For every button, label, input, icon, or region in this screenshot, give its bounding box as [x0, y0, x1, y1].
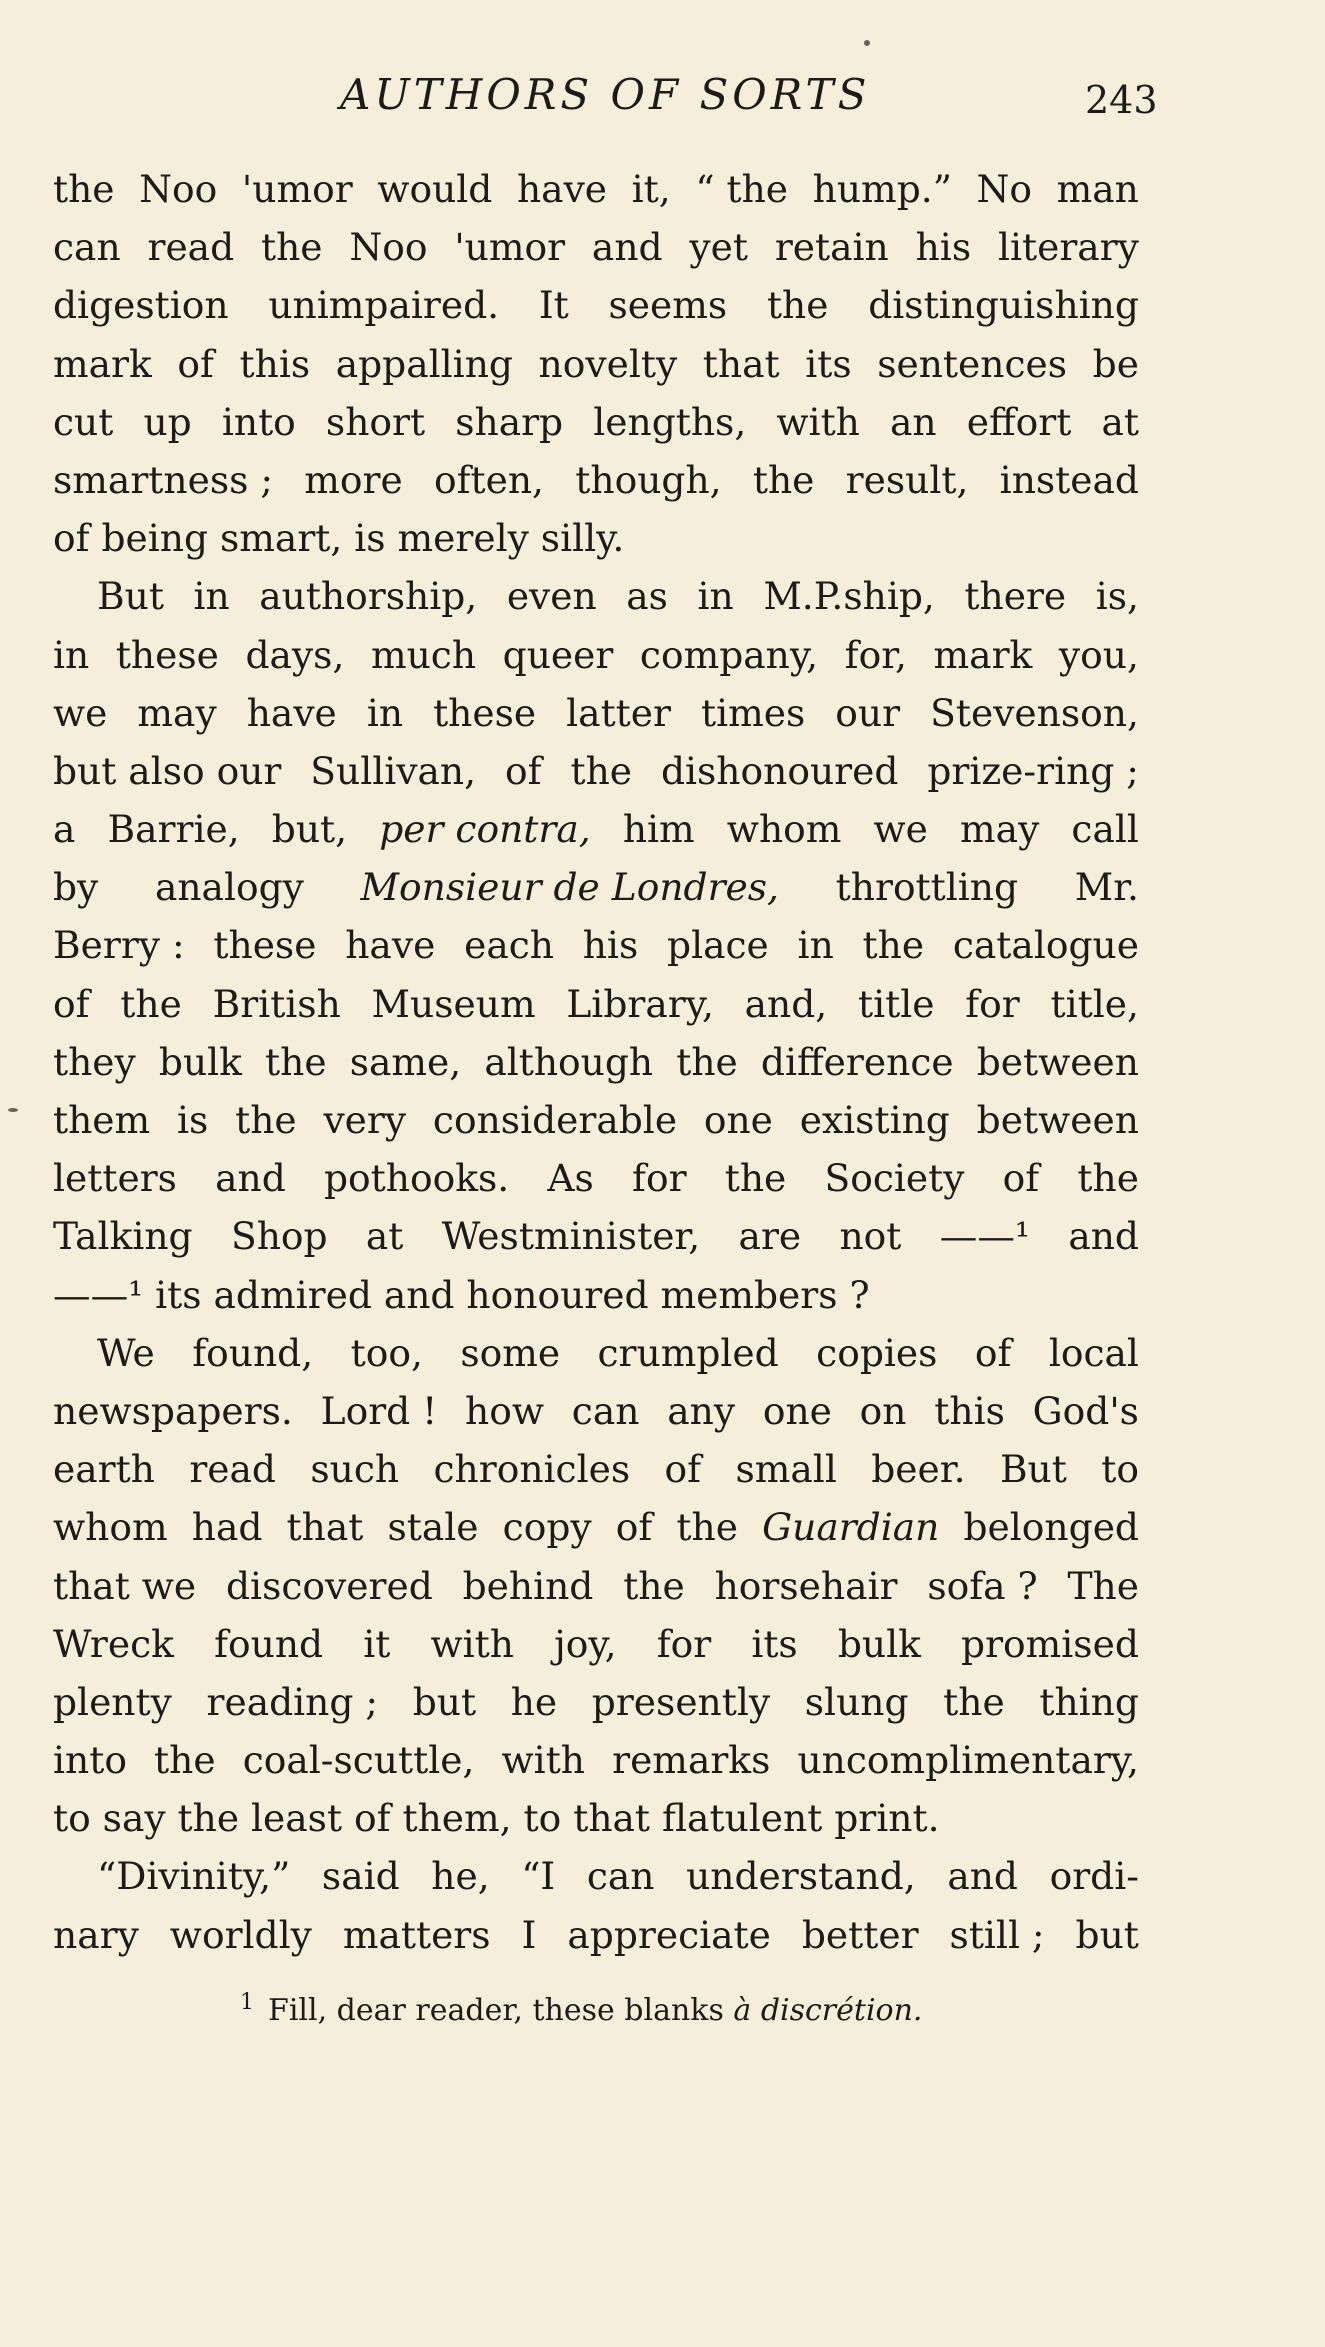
word: that	[702, 341, 780, 386]
word: Lord !	[320, 1388, 438, 1433]
text-line	[53, 1847, 1139, 1905]
word: Westminister,	[441, 1214, 701, 1259]
word: considerable	[432, 1098, 678, 1142]
word: the	[154, 1738, 216, 1783]
word: but also our	[53, 748, 282, 793]
word: his	[582, 923, 639, 968]
word: not	[839, 1214, 902, 1259]
word: digestion	[53, 283, 229, 328]
word: pothooks.	[324, 1156, 510, 1201]
word: discovered	[226, 1563, 433, 1608]
word: retain	[774, 225, 889, 270]
word: can	[571, 1388, 640, 1433]
text-line	[53, 1557, 1139, 1615]
word: have	[345, 923, 436, 968]
word: but	[412, 1679, 477, 1724]
word: Museum	[371, 981, 536, 1026]
word: these	[115, 632, 219, 677]
word: British	[212, 981, 341, 1026]
text-line	[53, 626, 1139, 684]
text-line	[53, 1440, 1139, 1498]
italic-word: per contra,	[379, 807, 591, 852]
word: that we	[53, 1563, 197, 1608]
word: sharp	[455, 399, 564, 444]
word: effort	[966, 399, 1072, 444]
word: be	[1092, 341, 1139, 386]
word: up	[143, 399, 192, 444]
word: between	[976, 1098, 1139, 1142]
word: appalling	[335, 341, 513, 386]
word: reading ;	[206, 1679, 379, 1724]
word: in	[193, 574, 230, 619]
word: for,	[844, 632, 907, 677]
word: newspapers.	[53, 1388, 293, 1433]
word: this	[239, 341, 311, 386]
word: it,	[631, 167, 671, 211]
word: the	[53, 167, 115, 211]
word: the	[752, 457, 815, 502]
word: call	[1071, 807, 1139, 852]
word: and	[947, 1854, 1018, 1899]
word: in	[53, 632, 90, 677]
word: difference	[760, 1039, 954, 1084]
word: though,	[575, 457, 722, 502]
word: even	[506, 574, 597, 619]
word: is,	[1095, 574, 1139, 619]
word: existing	[799, 1098, 950, 1142]
word: too,	[350, 1330, 423, 1375]
word: of	[615, 1505, 653, 1550]
word: and	[591, 225, 663, 270]
word: one	[703, 1098, 773, 1142]
word: beer.	[871, 1447, 966, 1492]
word: catalogue	[952, 923, 1139, 968]
word: still ;	[949, 1912, 1045, 1957]
word: as	[626, 574, 668, 619]
word: the	[260, 225, 323, 270]
word: he	[510, 1679, 558, 1724]
word: of being smart, is merely silly.	[53, 516, 625, 561]
word: much	[370, 632, 477, 677]
word: Berry :	[53, 923, 185, 968]
text-line	[53, 742, 1139, 800]
word: read	[147, 225, 235, 270]
word: slung	[804, 1679, 909, 1724]
text-line	[53, 218, 1139, 276]
word: But	[999, 1447, 1067, 1492]
word: the	[235, 1098, 297, 1142]
word: and	[1068, 1214, 1139, 1259]
word: we	[873, 807, 928, 852]
word: Mr.	[1074, 865, 1139, 910]
word: on	[859, 1388, 907, 1433]
word: have	[246, 690, 337, 735]
text-line	[53, 509, 1139, 567]
word: local	[1048, 1330, 1139, 1375]
word: God's	[1032, 1388, 1139, 1433]
word: of	[505, 748, 542, 793]
word: Talking	[53, 1214, 193, 1259]
word: result,	[845, 457, 969, 502]
word: although	[484, 1039, 654, 1084]
word: our	[835, 690, 901, 735]
word: its	[805, 341, 852, 386]
word: in	[366, 690, 404, 735]
word: you,	[1058, 632, 1139, 677]
word: is	[176, 1098, 209, 1142]
text-line	[53, 1615, 1139, 1673]
word: whom	[53, 1505, 168, 1550]
word: lengths,	[593, 399, 747, 444]
word: hump.”	[812, 167, 952, 211]
word: thing	[1039, 1679, 1139, 1724]
word: of	[974, 1330, 1012, 1375]
word: throttling	[835, 865, 1019, 910]
word: he,	[431, 1854, 490, 1899]
word: bulk	[158, 1039, 242, 1084]
italic-word: Monsieur de Londres,	[360, 865, 780, 910]
word: copies	[816, 1330, 938, 1375]
word: we	[53, 690, 108, 735]
body-text	[53, 160, 1139, 1964]
footnote-text: Fill, dear reader, these blanks	[268, 1993, 734, 2028]
word: seems	[608, 283, 728, 328]
text-line	[53, 858, 1139, 916]
word: a	[53, 807, 76, 852]
word: for	[656, 1621, 712, 1666]
word: one	[762, 1388, 832, 1433]
word: the	[676, 1039, 738, 1084]
word: in	[797, 923, 834, 968]
word: Wreck	[53, 1621, 174, 1666]
word: small	[735, 1447, 837, 1492]
word: 'umor	[241, 167, 353, 211]
text-line	[53, 1207, 1139, 1265]
text-line	[53, 393, 1139, 451]
word: better	[801, 1912, 919, 1957]
word: queer	[502, 632, 614, 677]
text-line	[53, 1382, 1139, 1440]
word: of	[53, 981, 90, 1026]
word: matters	[342, 1912, 491, 1957]
word: bulk	[837, 1621, 921, 1666]
word: stale	[387, 1505, 479, 1550]
word: these	[433, 690, 537, 735]
word: into	[53, 1738, 127, 1783]
word: uncomplimentary,	[797, 1738, 1139, 1783]
word: dishonoured	[660, 748, 899, 793]
word: 'umor	[454, 225, 566, 270]
word: there	[964, 574, 1067, 619]
word: Noo	[349, 225, 428, 270]
word: Noo	[139, 167, 218, 211]
word: As	[547, 1156, 594, 1201]
word: and	[215, 1156, 286, 1201]
word: the	[623, 1563, 685, 1608]
italic-word: Guardian	[762, 1505, 940, 1550]
word: with	[430, 1621, 514, 1666]
word: short	[325, 399, 426, 444]
word: found	[214, 1621, 324, 1666]
word: in	[697, 574, 734, 619]
word: to say the least of them, to that flatulent print.	[53, 1796, 940, 1841]
word: man	[1056, 167, 1139, 211]
word: horsehair	[714, 1563, 898, 1608]
word: Shop	[230, 1214, 328, 1259]
word: the	[862, 923, 925, 968]
word: into	[221, 399, 296, 444]
word: It	[538, 283, 569, 328]
word: that	[286, 1505, 364, 1550]
text-line	[53, 451, 1139, 509]
word: ——¹ its admired and honoured members ?	[53, 1272, 870, 1317]
word: between	[976, 1039, 1139, 1084]
word: some	[460, 1330, 561, 1375]
word: the	[766, 283, 829, 328]
word: instead	[999, 457, 1139, 502]
word: novelty	[538, 341, 678, 386]
word: the	[1077, 1156, 1139, 1201]
word: for	[632, 1156, 687, 1201]
word: title,	[1050, 981, 1139, 1026]
word: may	[137, 690, 217, 735]
word: are	[738, 1214, 802, 1259]
word: sofa ?	[927, 1563, 1038, 1608]
word: ——¹	[939, 1214, 1030, 1259]
text-line	[53, 1266, 1139, 1324]
word: and,	[744, 981, 828, 1026]
text-line	[53, 276, 1139, 334]
word: copy	[502, 1505, 592, 1550]
word: often,	[433, 457, 545, 502]
word: times	[701, 690, 806, 735]
running-title: AUTHORS OF SORTS	[340, 70, 871, 119]
text-line	[53, 1149, 1139, 1207]
word: ordi-	[1049, 1854, 1139, 1899]
text-line	[53, 684, 1139, 742]
word: can	[586, 1854, 655, 1899]
word: “ the	[695, 167, 789, 211]
word: how	[465, 1388, 545, 1433]
word: joy,	[554, 1621, 617, 1666]
word: literary	[997, 225, 1139, 270]
word: But	[97, 574, 164, 619]
word: any	[667, 1388, 736, 1433]
text-line	[53, 1498, 1139, 1556]
text-line	[53, 1731, 1139, 1789]
word: chronicles	[433, 1447, 631, 1492]
word: whom	[726, 807, 842, 852]
word: Stevenson,	[930, 690, 1139, 735]
word: very	[323, 1098, 407, 1142]
word: worldly	[169, 1912, 312, 1957]
word: title	[858, 981, 935, 1026]
word: analogy	[154, 865, 304, 910]
word: coal-scuttle,	[242, 1738, 475, 1783]
word: with	[776, 399, 860, 444]
word: an	[890, 399, 937, 444]
word: his	[915, 225, 972, 270]
word: days,	[245, 632, 345, 677]
word: would	[377, 167, 493, 211]
word: can	[53, 225, 121, 270]
word: him	[622, 807, 695, 852]
word: it	[363, 1621, 391, 1666]
text-line	[53, 1033, 1139, 1091]
word: said	[321, 1854, 400, 1899]
word: to	[1101, 1447, 1139, 1492]
text-line	[53, 1906, 1139, 1964]
word: distinguishing	[868, 283, 1139, 328]
word: these	[213, 923, 317, 968]
word: behind	[462, 1563, 594, 1608]
word: Sullivan,	[310, 748, 477, 793]
word: “Divinity,”	[97, 1854, 291, 1899]
word: letters	[53, 1156, 177, 1201]
text-line	[53, 1789, 1139, 1847]
page-number: 243	[1085, 78, 1158, 122]
word: presently	[591, 1679, 771, 1724]
word: understand,	[686, 1854, 916, 1899]
word: them	[53, 1098, 151, 1142]
word: I	[521, 1912, 537, 1957]
word: with	[501, 1738, 586, 1783]
word: unimpaired.	[268, 283, 500, 328]
word: may	[960, 807, 1040, 852]
word: but,	[271, 807, 348, 852]
word: of	[1002, 1156, 1040, 1201]
word: the	[120, 981, 182, 1026]
word: found,	[192, 1330, 314, 1375]
word: had	[191, 1505, 263, 1550]
text-line	[53, 1091, 1139, 1149]
word: belonged	[963, 1505, 1139, 1550]
word: No	[976, 167, 1033, 211]
word: mark	[933, 632, 1033, 677]
word: same,	[349, 1039, 462, 1084]
word: Barrie,	[107, 807, 240, 852]
word: promised	[961, 1621, 1139, 1666]
text-line	[53, 916, 1139, 974]
word: this	[934, 1388, 1005, 1433]
word: plenty	[53, 1679, 172, 1724]
word: We	[97, 1330, 155, 1375]
word: each	[464, 923, 554, 968]
word: place	[667, 923, 769, 968]
word: at	[1101, 399, 1139, 444]
word: read	[189, 1447, 276, 1492]
word: authorship,	[259, 574, 478, 619]
word: crumpled	[597, 1330, 779, 1375]
word: the	[676, 1505, 738, 1550]
text-line	[53, 1324, 1139, 1382]
word: remarks	[612, 1738, 771, 1783]
word: smartness ;	[53, 457, 274, 502]
word: such	[310, 1447, 400, 1492]
text-line	[53, 800, 1139, 858]
word: of	[177, 341, 214, 386]
word: company,	[639, 632, 819, 677]
word: the	[265, 1039, 327, 1084]
word: at	[365, 1214, 404, 1259]
word: the	[570, 748, 633, 793]
word: “I	[521, 1854, 556, 1899]
word: the	[724, 1156, 787, 1201]
word: earth	[53, 1447, 155, 1492]
word: Society	[824, 1156, 965, 1201]
word: prize-ring ;	[927, 748, 1139, 793]
footnote	[240, 1990, 922, 2028]
word: but	[1075, 1912, 1139, 1957]
word: The	[1067, 1563, 1139, 1608]
text-line	[53, 975, 1139, 1033]
word: they	[53, 1039, 136, 1084]
footnote-italic-text: à discrétion.	[733, 1993, 923, 2028]
word: have	[516, 167, 608, 211]
ink-speck	[8, 1108, 18, 1112]
word: cut	[53, 399, 114, 444]
word: of	[664, 1447, 702, 1492]
word: its	[751, 1621, 798, 1666]
word: sentences	[877, 341, 1068, 386]
word: more	[304, 457, 403, 502]
text-line	[53, 335, 1139, 393]
word: mark	[53, 341, 152, 386]
word: for	[965, 981, 1020, 1026]
word: by	[53, 865, 99, 910]
text-line	[53, 1673, 1139, 1731]
word: Library,	[566, 981, 714, 1026]
word: appreciate	[567, 1912, 771, 1957]
word: nary	[53, 1912, 139, 1957]
word: latter	[566, 690, 671, 735]
text-line	[53, 567, 1139, 625]
word: yet	[689, 225, 748, 270]
ink-speck	[864, 40, 870, 46]
footnote-mark: 1	[240, 1990, 254, 2015]
text-line	[53, 160, 1139, 218]
word: the	[943, 1679, 1005, 1724]
word: M.P.ship,	[763, 574, 935, 619]
